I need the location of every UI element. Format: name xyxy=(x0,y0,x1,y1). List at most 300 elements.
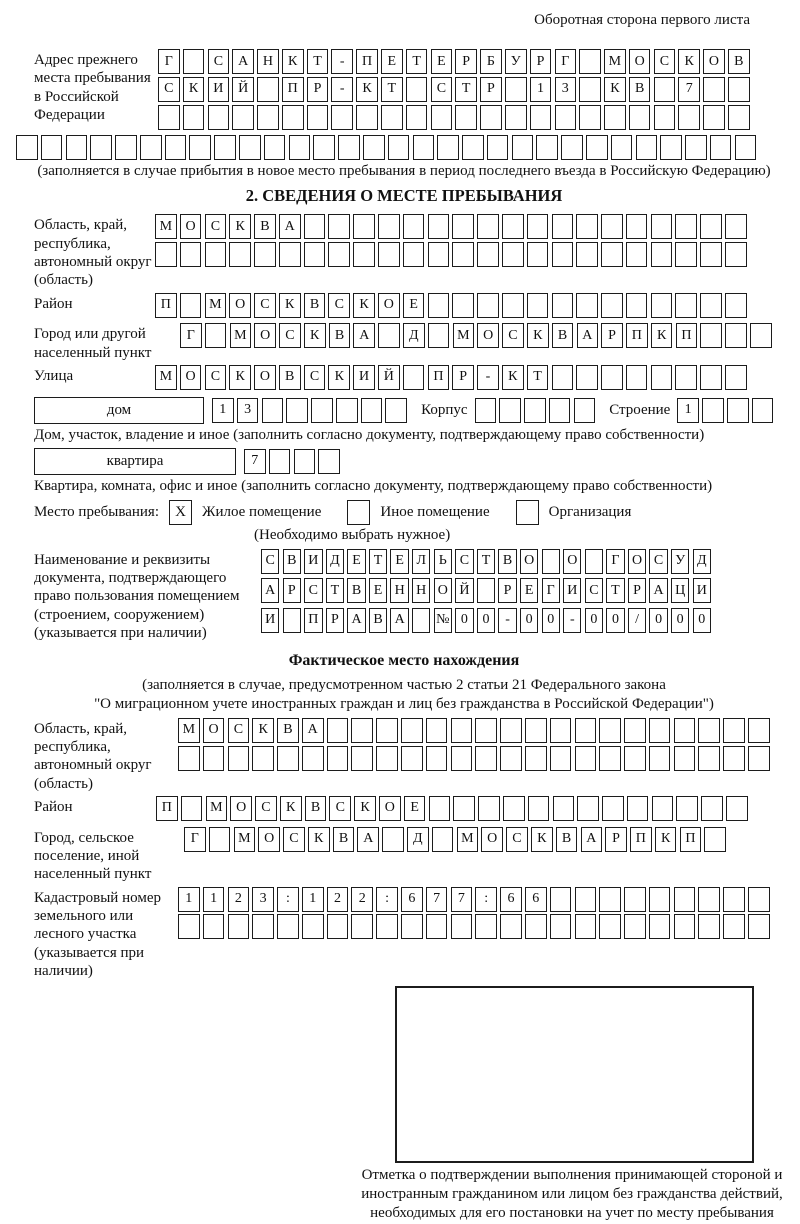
char-box[interactable] xyxy=(41,135,63,160)
char-box[interactable] xyxy=(155,242,177,267)
char-box[interactable] xyxy=(158,105,180,130)
char-box[interactable] xyxy=(406,105,428,130)
char-box[interactable] xyxy=(455,105,477,130)
char-box[interactable] xyxy=(252,746,274,771)
char-box[interactable] xyxy=(181,796,203,821)
confirmation-stamp-box[interactable] xyxy=(395,986,754,1163)
char-box[interactable] xyxy=(579,77,601,102)
char-box[interactable]: 2 xyxy=(228,887,250,912)
char-box[interactable] xyxy=(676,796,698,821)
char-box[interactable]: 6 xyxy=(401,887,423,912)
char-box[interactable] xyxy=(189,135,211,160)
char-box[interactable] xyxy=(262,398,284,423)
char-box[interactable]: А xyxy=(357,827,379,852)
char-box[interactable]: Т xyxy=(455,77,477,102)
char-box[interactable] xyxy=(599,746,621,771)
char-box[interactable] xyxy=(624,746,646,771)
char-box[interactable]: И xyxy=(563,578,581,603)
char-box[interactable] xyxy=(710,135,732,160)
char-box[interactable] xyxy=(277,746,299,771)
char-box[interactable]: К xyxy=(282,49,304,74)
char-box[interactable] xyxy=(451,746,473,771)
char-box[interactable] xyxy=(477,578,495,603)
char-box[interactable] xyxy=(311,398,333,423)
char-box[interactable]: - xyxy=(331,49,353,74)
char-box[interactable] xyxy=(586,135,608,160)
char-box[interactable] xyxy=(654,105,676,130)
char-box[interactable] xyxy=(451,914,473,939)
char-box[interactable]: М xyxy=(230,323,252,348)
char-box[interactable]: / xyxy=(628,608,646,633)
char-box[interactable]: Г xyxy=(158,49,180,74)
char-box[interactable] xyxy=(403,242,425,267)
char-box[interactable] xyxy=(331,105,353,130)
char-box[interactable]: 1 xyxy=(530,77,552,102)
char-box[interactable] xyxy=(735,135,757,160)
char-box[interactable] xyxy=(576,365,598,390)
char-box[interactable]: 2 xyxy=(327,887,349,912)
char-box[interactable] xyxy=(700,323,722,348)
char-box[interactable] xyxy=(378,214,400,239)
char-box[interactable] xyxy=(624,914,646,939)
char-box[interactable]: С xyxy=(254,293,276,318)
char-box[interactable]: Г xyxy=(184,827,206,852)
char-box[interactable] xyxy=(651,242,673,267)
char-box[interactable] xyxy=(552,214,574,239)
char-box[interactable]: 7 xyxy=(244,449,266,474)
char-box[interactable]: С xyxy=(506,827,528,852)
char-box[interactable]: Д xyxy=(693,549,711,574)
char-box[interactable] xyxy=(552,293,574,318)
char-box[interactable] xyxy=(726,796,748,821)
char-box[interactable]: М xyxy=(205,293,227,318)
char-box[interactable] xyxy=(451,718,473,743)
char-box[interactable]: К xyxy=(353,293,375,318)
char-box[interactable]: О xyxy=(180,214,202,239)
char-box[interactable]: Р xyxy=(452,365,474,390)
char-box[interactable] xyxy=(550,887,572,912)
char-box[interactable]: Н xyxy=(257,49,279,74)
char-box[interactable] xyxy=(228,746,250,771)
char-box[interactable] xyxy=(382,827,404,852)
char-box[interactable] xyxy=(601,214,623,239)
char-box[interactable]: О xyxy=(628,549,646,574)
char-box[interactable]: С xyxy=(502,323,524,348)
char-box[interactable]: Е xyxy=(404,796,426,821)
char-box[interactable]: Р xyxy=(605,827,627,852)
char-box[interactable] xyxy=(674,887,696,912)
char-box[interactable] xyxy=(752,398,774,423)
char-box[interactable] xyxy=(725,365,747,390)
char-box[interactable] xyxy=(475,914,497,939)
char-box[interactable]: И xyxy=(261,608,279,633)
char-box[interactable] xyxy=(601,293,623,318)
char-box[interactable]: 2 xyxy=(351,887,373,912)
char-box[interactable] xyxy=(115,135,137,160)
char-box[interactable] xyxy=(286,398,308,423)
char-box[interactable]: К xyxy=(527,323,549,348)
char-box[interactable] xyxy=(750,323,772,348)
char-box[interactable]: Й xyxy=(378,365,400,390)
char-box[interactable]: К xyxy=(279,293,301,318)
char-box[interactable] xyxy=(432,827,454,852)
char-box[interactable] xyxy=(475,398,497,423)
char-box[interactable] xyxy=(728,77,750,102)
char-box[interactable]: Ь xyxy=(434,549,452,574)
char-box[interactable]: Т xyxy=(381,77,403,102)
char-box[interactable] xyxy=(552,365,574,390)
char-box[interactable]: 7 xyxy=(678,77,700,102)
char-box[interactable] xyxy=(477,293,499,318)
char-box[interactable]: О xyxy=(520,549,538,574)
char-box[interactable] xyxy=(723,914,745,939)
char-box[interactable] xyxy=(353,214,375,239)
char-box[interactable]: Т xyxy=(406,49,428,74)
char-box[interactable] xyxy=(304,214,326,239)
char-box[interactable] xyxy=(232,105,254,130)
char-box[interactable] xyxy=(428,214,450,239)
char-box[interactable] xyxy=(703,105,725,130)
char-box[interactable]: О xyxy=(481,827,503,852)
char-box[interactable] xyxy=(90,135,112,160)
char-box[interactable] xyxy=(649,746,671,771)
char-box[interactable]: 1 xyxy=(178,887,200,912)
char-box[interactable] xyxy=(748,718,770,743)
char-box[interactable]: Р xyxy=(455,49,477,74)
char-box[interactable]: С xyxy=(279,323,301,348)
char-box[interactable]: В xyxy=(728,49,750,74)
char-box[interactable]: : xyxy=(277,887,299,912)
char-box[interactable]: А xyxy=(581,827,603,852)
char-box[interactable] xyxy=(527,214,549,239)
char-box[interactable]: Г xyxy=(180,323,202,348)
char-box[interactable] xyxy=(675,242,697,267)
char-box[interactable]: О xyxy=(254,365,276,390)
char-box[interactable] xyxy=(698,718,720,743)
char-box[interactable] xyxy=(487,135,509,160)
char-box[interactable] xyxy=(294,449,316,474)
char-box[interactable] xyxy=(378,242,400,267)
char-box[interactable]: О xyxy=(629,49,651,74)
char-box[interactable] xyxy=(525,746,547,771)
char-box[interactable] xyxy=(406,77,428,102)
char-box[interactable]: К xyxy=(252,718,274,743)
char-box[interactable]: 0 xyxy=(649,608,667,633)
char-box[interactable] xyxy=(555,105,577,130)
char-box[interactable]: С xyxy=(328,293,350,318)
char-box[interactable] xyxy=(698,887,720,912)
char-box[interactable]: С xyxy=(654,49,676,74)
char-box[interactable]: - xyxy=(563,608,581,633)
char-box[interactable] xyxy=(553,796,575,821)
char-box[interactable] xyxy=(654,77,676,102)
char-box[interactable]: К xyxy=(308,827,330,852)
char-box[interactable] xyxy=(351,718,373,743)
char-box[interactable] xyxy=(505,77,527,102)
char-box[interactable] xyxy=(376,746,398,771)
char-box[interactable] xyxy=(652,796,674,821)
char-box[interactable]: - xyxy=(498,608,516,633)
char-box[interactable] xyxy=(530,105,552,130)
char-box[interactable] xyxy=(575,887,597,912)
char-box[interactable]: К xyxy=(356,77,378,102)
char-box[interactable]: Г xyxy=(555,49,577,74)
char-box[interactable]: С xyxy=(261,549,279,574)
char-box[interactable]: Г xyxy=(606,549,624,574)
char-box[interactable] xyxy=(611,135,633,160)
char-box[interactable] xyxy=(214,135,236,160)
char-box[interactable]: К xyxy=(280,796,302,821)
char-box[interactable]: О xyxy=(203,718,225,743)
char-box[interactable] xyxy=(585,549,603,574)
char-box[interactable] xyxy=(703,77,725,102)
char-box[interactable]: П xyxy=(356,49,378,74)
char-box[interactable] xyxy=(527,293,549,318)
char-box[interactable]: А xyxy=(577,323,599,348)
char-box[interactable] xyxy=(675,365,697,390)
char-box[interactable] xyxy=(279,242,301,267)
char-box[interactable]: Д xyxy=(326,549,344,574)
char-box[interactable] xyxy=(140,135,162,160)
checkbox-inoe[interactable] xyxy=(347,500,370,525)
char-box[interactable] xyxy=(428,323,450,348)
char-box[interactable] xyxy=(452,293,474,318)
char-box[interactable] xyxy=(542,549,560,574)
char-box[interactable]: М xyxy=(453,323,475,348)
char-box[interactable] xyxy=(361,398,383,423)
char-box[interactable]: В xyxy=(498,549,516,574)
char-box[interactable]: С xyxy=(455,549,473,574)
char-box[interactable] xyxy=(338,135,360,160)
char-box[interactable] xyxy=(525,914,547,939)
char-box[interactable] xyxy=(624,887,646,912)
char-box[interactable]: 6 xyxy=(525,887,547,912)
char-box[interactable]: Й xyxy=(232,77,254,102)
char-box[interactable] xyxy=(426,718,448,743)
char-box[interactable]: 1 xyxy=(212,398,234,423)
char-box[interactable]: Н xyxy=(390,578,408,603)
char-box[interactable]: М xyxy=(457,827,479,852)
char-box[interactable] xyxy=(576,214,598,239)
char-box[interactable] xyxy=(431,105,453,130)
char-box[interactable] xyxy=(702,398,724,423)
char-box[interactable]: Т xyxy=(477,549,495,574)
char-box[interactable] xyxy=(727,398,749,423)
char-box[interactable] xyxy=(327,718,349,743)
char-box[interactable] xyxy=(723,718,745,743)
char-box[interactable]: К xyxy=(229,365,251,390)
char-box[interactable] xyxy=(602,796,624,821)
char-box[interactable] xyxy=(700,365,722,390)
char-box[interactable] xyxy=(725,214,747,239)
char-box[interactable]: А xyxy=(353,323,375,348)
char-box[interactable] xyxy=(376,914,398,939)
char-box[interactable] xyxy=(649,914,671,939)
char-box[interactable] xyxy=(327,746,349,771)
char-box[interactable]: Т xyxy=(606,578,624,603)
char-box[interactable]: О xyxy=(703,49,725,74)
char-box[interactable] xyxy=(428,242,450,267)
char-box[interactable] xyxy=(452,214,474,239)
char-box[interactable]: Р xyxy=(601,323,623,348)
char-box[interactable]: Е xyxy=(403,293,425,318)
char-box[interactable] xyxy=(685,135,707,160)
char-box[interactable] xyxy=(203,746,225,771)
char-box[interactable] xyxy=(478,796,500,821)
char-box[interactable]: К xyxy=(655,827,677,852)
char-box[interactable]: И xyxy=(353,365,375,390)
char-box[interactable] xyxy=(629,105,651,130)
char-box[interactable]: М xyxy=(155,214,177,239)
char-box[interactable] xyxy=(674,718,696,743)
char-box[interactable] xyxy=(205,323,227,348)
char-box[interactable]: Е xyxy=(520,578,538,603)
char-box[interactable] xyxy=(426,746,448,771)
char-box[interactable]: Л xyxy=(412,549,430,574)
char-box[interactable] xyxy=(527,242,549,267)
char-box[interactable] xyxy=(675,293,697,318)
char-box[interactable]: А xyxy=(232,49,254,74)
char-box[interactable]: Е xyxy=(369,578,387,603)
char-box[interactable]: П xyxy=(304,608,322,633)
char-box[interactable]: О xyxy=(378,293,400,318)
char-box[interactable] xyxy=(604,105,626,130)
char-box[interactable] xyxy=(675,214,697,239)
char-box[interactable]: В xyxy=(277,718,299,743)
char-box[interactable] xyxy=(700,214,722,239)
char-box[interactable] xyxy=(327,914,349,939)
char-box[interactable] xyxy=(599,718,621,743)
char-box[interactable]: С xyxy=(304,365,326,390)
char-box[interactable]: С xyxy=(431,77,453,102)
char-box[interactable]: 1 xyxy=(677,398,699,423)
char-box[interactable]: П xyxy=(282,77,304,102)
char-box[interactable]: О xyxy=(230,796,252,821)
char-box[interactable] xyxy=(748,746,770,771)
char-box[interactable]: Т xyxy=(307,49,329,74)
char-box[interactable]: К xyxy=(651,323,673,348)
char-box[interactable]: М xyxy=(604,49,626,74)
char-box[interactable]: : xyxy=(376,887,398,912)
char-box[interactable]: О xyxy=(258,827,280,852)
char-box[interactable]: Г xyxy=(542,578,560,603)
char-box[interactable]: С xyxy=(283,827,305,852)
char-box[interactable]: А xyxy=(279,214,301,239)
char-box[interactable] xyxy=(704,827,726,852)
char-box[interactable]: У xyxy=(671,549,689,574)
char-box[interactable]: 1 xyxy=(203,887,225,912)
char-box[interactable] xyxy=(723,887,745,912)
char-box[interactable]: Н xyxy=(412,578,430,603)
char-box[interactable] xyxy=(748,914,770,939)
char-box[interactable]: С xyxy=(205,214,227,239)
char-box[interactable]: О xyxy=(180,365,202,390)
char-box[interactable]: Т xyxy=(326,578,344,603)
char-box[interactable] xyxy=(353,242,375,267)
char-box[interactable]: М xyxy=(234,827,256,852)
char-box[interactable] xyxy=(180,242,202,267)
char-box[interactable] xyxy=(356,105,378,130)
char-box[interactable]: К xyxy=(229,214,251,239)
char-box[interactable]: А xyxy=(390,608,408,633)
char-box[interactable] xyxy=(500,718,522,743)
char-box[interactable]: Е xyxy=(431,49,453,74)
char-box[interactable] xyxy=(381,105,403,130)
char-box[interactable]: Р xyxy=(326,608,344,633)
char-box[interactable] xyxy=(601,242,623,267)
char-box[interactable]: И xyxy=(693,578,711,603)
char-box[interactable]: П xyxy=(156,796,178,821)
char-box[interactable] xyxy=(575,746,597,771)
char-box[interactable]: К xyxy=(531,827,553,852)
char-box[interactable]: С xyxy=(304,578,322,603)
char-box[interactable] xyxy=(178,746,200,771)
char-box[interactable] xyxy=(601,365,623,390)
char-box[interactable] xyxy=(626,365,648,390)
char-box[interactable] xyxy=(16,135,38,160)
char-box[interactable]: А xyxy=(649,578,667,603)
char-box[interactable]: 0 xyxy=(542,608,560,633)
char-box[interactable] xyxy=(678,105,700,130)
char-box[interactable]: Т xyxy=(527,365,549,390)
char-box[interactable] xyxy=(426,914,448,939)
char-box[interactable]: Т xyxy=(369,549,387,574)
char-box[interactable] xyxy=(624,718,646,743)
char-box[interactable]: В xyxy=(304,293,326,318)
char-box[interactable] xyxy=(651,365,673,390)
char-box[interactable]: О xyxy=(563,549,581,574)
char-box[interactable] xyxy=(229,242,251,267)
char-box[interactable]: С xyxy=(585,578,603,603)
char-box[interactable] xyxy=(412,608,430,633)
char-box[interactable]: И xyxy=(208,77,230,102)
char-box[interactable] xyxy=(575,914,597,939)
char-box[interactable] xyxy=(503,796,525,821)
char-box[interactable] xyxy=(413,135,435,160)
char-box[interactable] xyxy=(477,242,499,267)
char-box[interactable] xyxy=(576,293,598,318)
char-box[interactable]: В xyxy=(329,323,351,348)
char-box[interactable] xyxy=(575,718,597,743)
char-box[interactable] xyxy=(336,398,358,423)
char-box[interactable] xyxy=(385,398,407,423)
char-box[interactable] xyxy=(209,827,231,852)
char-box[interactable] xyxy=(401,746,423,771)
char-box[interactable] xyxy=(378,323,400,348)
char-box[interactable]: Р xyxy=(628,578,646,603)
char-box[interactable] xyxy=(307,105,329,130)
char-box[interactable]: П xyxy=(630,827,652,852)
char-box[interactable]: 0 xyxy=(477,608,495,633)
char-box[interactable]: Е xyxy=(347,549,365,574)
char-box[interactable] xyxy=(165,135,187,160)
char-box[interactable] xyxy=(577,796,599,821)
char-box[interactable] xyxy=(698,914,720,939)
char-box[interactable] xyxy=(728,105,750,130)
char-box[interactable] xyxy=(626,214,648,239)
char-box[interactable]: А xyxy=(302,718,324,743)
char-box[interactable]: 1 xyxy=(302,887,324,912)
char-box[interactable] xyxy=(429,796,451,821)
char-box[interactable] xyxy=(302,746,324,771)
char-box[interactable] xyxy=(549,398,571,423)
char-box[interactable] xyxy=(701,796,723,821)
char-box[interactable] xyxy=(674,746,696,771)
char-box[interactable] xyxy=(660,135,682,160)
char-box[interactable]: 0 xyxy=(693,608,711,633)
char-box[interactable]: Ц xyxy=(671,578,689,603)
char-box[interactable] xyxy=(437,135,459,160)
